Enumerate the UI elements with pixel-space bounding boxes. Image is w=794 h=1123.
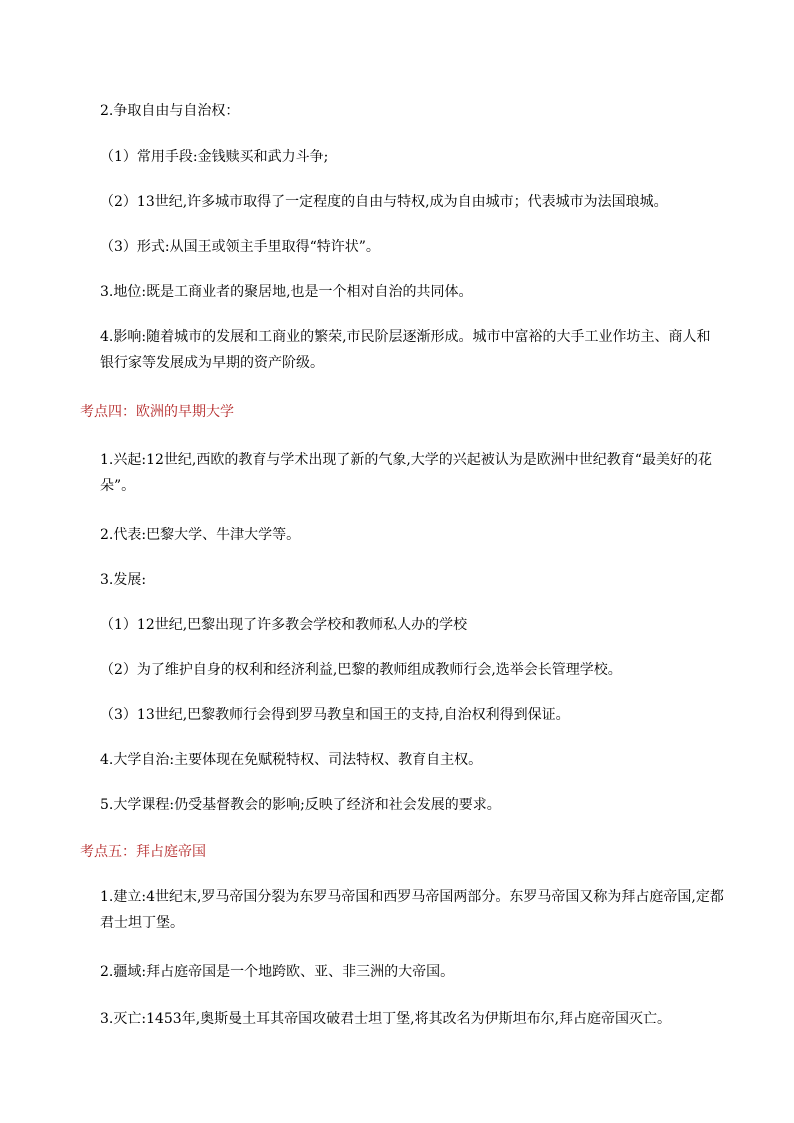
paragraph-item-2: 2.争取自由与自治权： [100,103,240,119]
paragraph-item-3: 3.地位:既是工商业者的聚居地,也是一个相对自治的共同体。 [100,284,473,300]
section-heading-byzantine: 考点五：拜占庭帝国 [80,844,206,860]
paragraph-byzantine-item-1: 1.建立:4世纪末,罗马帝国分裂为东罗马帝国和西罗马帝国两部分。东罗马帝国又称为拜占庭帝国,定都君士坦丁堡。 [100,889,724,931]
paragraph-universities-sub-1: （1）12世纪,巴黎出现了许多教会学校和教师私人办的学校 [100,617,468,633]
paragraph-universities-item-3: 3.发展: [100,572,147,588]
paragraph-sub-1: （1）常用手段:金钱赎买和武力斗争; [100,149,329,165]
paragraph-universities-item-5: 5.大学课程:仍受基督教会的影响;反映了经济和社会发展的要求。 [100,797,501,813]
paragraph-sub-3: （3）形式:从国王或领主手里取得“特许状”。 [100,239,380,255]
paragraph-sub-2: （2）13世纪,许多城市取得了一定程度的自由与特权,成为自由城市；代表城市为法国琅城。 [100,194,668,210]
paragraph-universities-item-4: 4.大学自治:主要体现在免赋税特权、司法特权、教育自主权。 [100,752,483,768]
paragraph-universities-item-2: 2.代表:巴黎大学、牛津大学等。 [100,527,301,543]
paragraph-universities-item-1: 1.兴起:12世纪,西欧的教育与学术出现了新的气象,大学的兴起被认为是欧洲中世纪教育“最美好的花朵”。 [100,452,712,494]
paragraph-item-4: 4.影响:随着城市的发展和工商业的繁荣,市民阶层逐渐形成。城市中富裕的大手工业作坊主、商人和银行家等发展成为早期的资产阶级。 [100,329,711,371]
paragraph-byzantine-item-2: 2.疆域:拜占庭帝国是一个地跨欧、亚、非三洲的大帝国。 [100,964,455,980]
section-heading-universities: 考点四：欧洲的早期大学 [80,404,234,420]
paragraph-universities-sub-3: （3）13世纪,巴黎教师行会得到罗马教皇和国王的支持,自治权利得到保证。 [100,707,570,723]
paragraph-byzantine-item-3: 3.灭亡:1453年,奥斯曼土耳其帝国攻破君士坦丁堡,将其改名为伊斯坦布尔,拜占庭帝国灭亡。 [100,1011,672,1027]
paragraph-universities-sub-2: （2）为了维护自身的权利和经济利益,巴黎的教师组成教师行会,选举会长管理学校。 [100,662,622,678]
